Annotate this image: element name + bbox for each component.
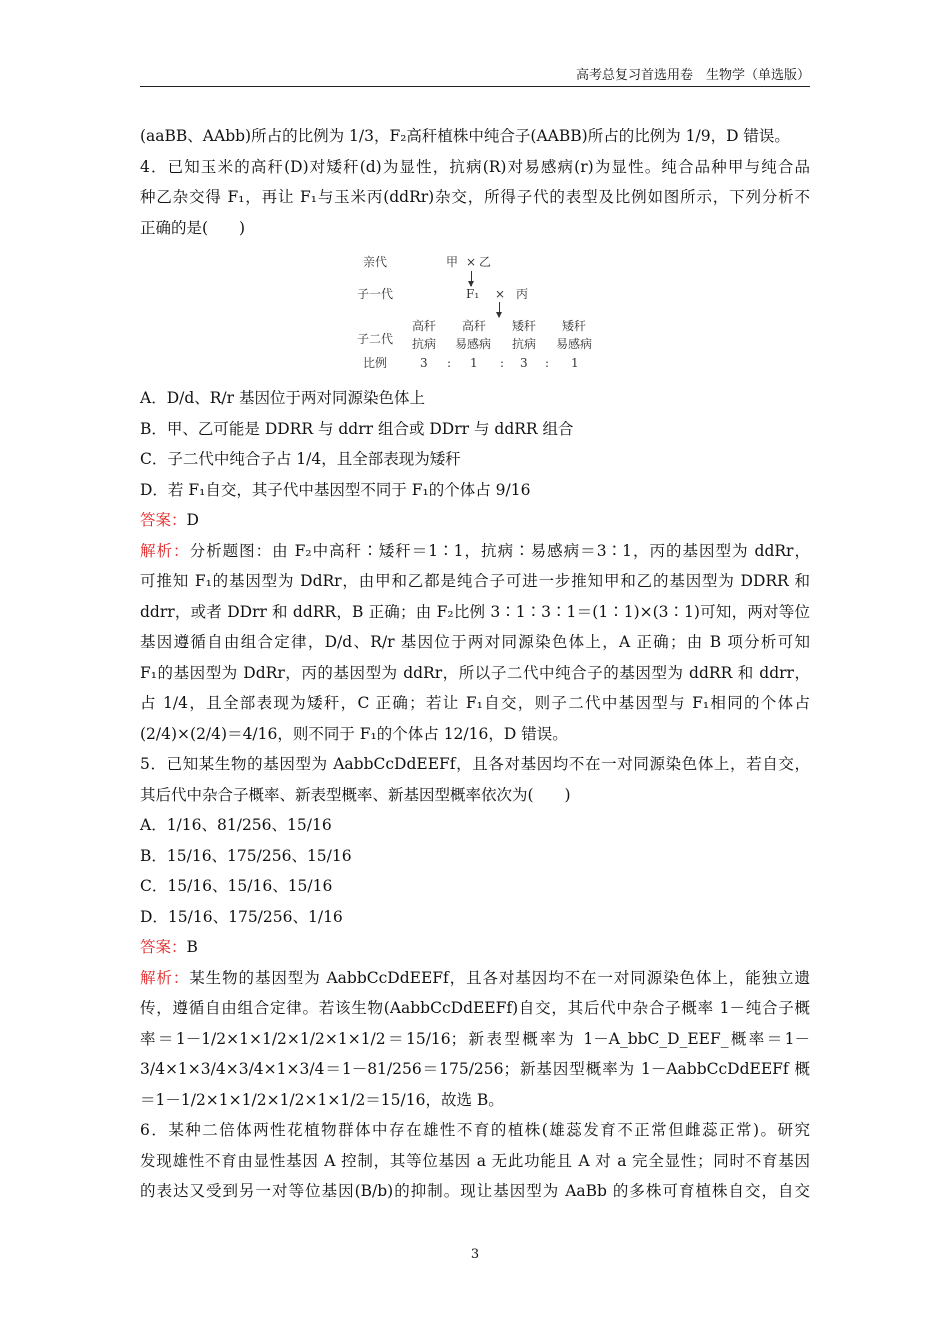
line-text: 4．已知玉米的高秆(D)对矮秆(d)为显性，抗病(R)对易感病(r)为显性。纯合品种甲与纯合品 [140,157,810,176]
line-text: (2/4)×(2/4)＝4/16，则不同于 F₁的个体占 12/16，D 错误。 [140,724,568,743]
text-line [140,444,810,475]
line-text: A．1/16、81/256、15/16 [140,816,332,834]
answer-line [140,963,810,994]
phenotype-bottom: 易感病 [455,337,492,351]
line-text: 5．已知某生物的基因型为 AabbCcDdEEFf，且各对基因均不在一对同源染色体上，若自交， [140,755,810,773]
label-ratio: 比例 [363,356,388,370]
line-text: C．子二代中纯合子占 1/4，且全部表现为矮秆 [140,450,461,468]
text-line [140,383,810,414]
text-line [140,152,810,183]
cross-symbol: × [495,287,506,301]
text-line [140,749,810,780]
text-line [140,597,810,628]
text-line [140,688,810,719]
ratio-separator: : [447,356,452,370]
question-text-main [140,383,810,1207]
answer-label: 答案： [140,938,187,956]
label-parent-generation: 亲代 [363,255,388,269]
phenotype-top: 高秆 [462,319,487,333]
text-line [140,902,810,933]
line-text: 基因遵循自由组合定律，D/d、R/r 基因位于两对同源染色体上，A 正确；由 B 项分析可知 [140,633,810,651]
line-text: D．15/16、175/256、1/16 [140,907,343,926]
label-f2-generation: 子二代 [357,332,394,346]
text-line [140,213,810,244]
text-line [140,993,810,1024]
line-text: 可推知 F₁的基因型为 DdRr，由甲和乙都是纯合子可进一步推知甲和乙的基因型为 DDRR 和 [140,572,810,590]
text-line [140,871,810,902]
header-title: 高考总复习首选用卷 生物学（单选版） [575,68,810,83]
line-text: ＝1－1/2×1×1/2×1/2×1×1/2＝15/16，故选 B。 [140,1090,504,1109]
ratio-value: 1 [470,356,478,370]
text-line [140,841,810,872]
down-arrow-icon [471,271,472,286]
text-line [140,780,810,811]
line-text: A．D/d、R/r 基因位于两对同源染色体上 [140,389,425,407]
text-line [140,1176,810,1207]
line-text: 种乙杂交得 F₁，再让 F₁与玉米丙(ddRr)杂交，所得子代的表型及比例如图所示，下列分析不 [140,188,810,206]
text-line [140,566,810,597]
phenotype-top: 矮秆 [562,319,587,333]
text-line [140,719,810,750]
line-text: 占 1/4，且全部表现为矮秆，C 正确；若让 F₁自交，则子二代中基因型与 F₁相同的个体占 [140,694,810,712]
text-line [140,475,810,506]
ratio-value: 3 [520,356,528,370]
answer-line [140,536,810,567]
label-f1-generation: 子一代 [357,287,394,301]
question-text-top [140,121,810,243]
line-text: 的表达又受到另一对等位基因(B/b)的抑制。现让基因型为 AaBb 的多株可育植株自交，自交 [140,1182,810,1200]
line-text: 某生物的基因型为 AabbCcDdEEFf，且各对基因均不在一对同源染色体上，能独立遗 [189,968,810,987]
line-text: D．若 F₁自交，其子代中基因型不同于 F₁的个体占 9/16 [140,480,531,499]
ratio-value: 3 [420,356,428,370]
text-line [140,182,810,213]
line-text: 发现雄性不育由显性基因 A 控制，其等位基因 a 无此功能且 A 对 a 完全显性；同时不育基因 [140,1151,810,1170]
f1-symbol: F₁ [466,287,480,301]
line-text: D [186,511,199,529]
phenotype-top: 高秆 [412,319,437,333]
page-header [140,66,810,87]
line-text: ddrr，或者 DDrr 和 ddRR，B 正确；由 F₂比例 3∶1∶3∶1＝(1∶1)×(3∶1)可知，两对等位 [140,602,810,621]
line-text: B [186,938,198,956]
text-line [140,414,810,445]
answer-line [140,932,810,963]
answer-label: 解析： [140,541,190,560]
line-text: 率＝1－1/2×1×1/2×1/2×1×1/2＝15/16；新表型概率为 1－A_bbC_D_EEF_概率＝1－ [140,1029,810,1048]
ratio-separator: : [545,356,550,370]
answer-line [140,505,810,536]
text-line [140,658,810,689]
line-text: 分析题图：由 F₂中高秆∶矮秆＝1∶1，抗病∶易感病＝3∶1，丙的基因型为 ddRr， [189,541,810,560]
ratio-value: 1 [571,356,579,370]
line-text: 正确的是( ) [140,218,246,237]
text-line [140,1115,810,1146]
line-text: B．甲、乙可能是 DDRR 与 ddrr 组合或 DDrr 与 ddRR 组合 [140,419,574,438]
text-line [140,810,810,841]
line-text: (aaBB、AAbb)所占的比例为 1/3，F₂高秆植株中纯合子(AABB)所占的比例为 1/9，D 错误。 [140,127,790,145]
ratio-separator: : [500,356,505,370]
line-text: 传，遵循自由组合定律。若该生物(AabbCcDdEEFf)自交，其后代中杂合子概率 1－纯合子概 [140,999,810,1017]
line-text: C．15/16、15/16、15/16 [140,877,333,895]
line-text: B．15/16、175/256、15/16 [140,846,352,865]
parent-yi: 乙 [479,255,492,269]
text-line [140,1054,810,1085]
text-line [140,1085,810,1116]
phenotype-bottom: 抗病 [412,337,437,351]
parent-bing: 丙 [516,287,529,301]
text-line [140,627,810,658]
line-text: 3/4×1×3/4×3/4×1×3/4＝1－81/256＝175/256；新基因型概率为 1－AabbCcDdEEFf 概 [140,1060,810,1078]
answer-label: 答案： [140,511,187,529]
answer-label: 解析： [140,968,190,987]
cross-symbol: × [466,255,477,269]
phenotype-bottom: 抗病 [512,337,537,351]
page-number: 3 [470,1247,480,1262]
text-line [140,1024,810,1055]
text-line [140,1146,810,1177]
line-text: 6．某种二倍体两性花植物群体中存在雄性不育的植株(雄蕊发育不正常但雌蕊正常)。研究 [140,1121,810,1139]
phenotype-top: 矮秆 [512,319,537,333]
line-text: F₁的基因型为 DdRr，丙的基因型为 ddRr，所以子二代中纯合子的基因型为 ddRR 和 ddrr， [140,663,810,682]
text-line [140,121,810,152]
phenotype-bottom: 易感病 [556,337,593,351]
line-text: 其后代中杂合子概率、新表型概率、新基因型概率依次为( ) [140,785,571,804]
down-arrow-icon [499,302,500,317]
parent-jia: 甲 [446,255,459,269]
